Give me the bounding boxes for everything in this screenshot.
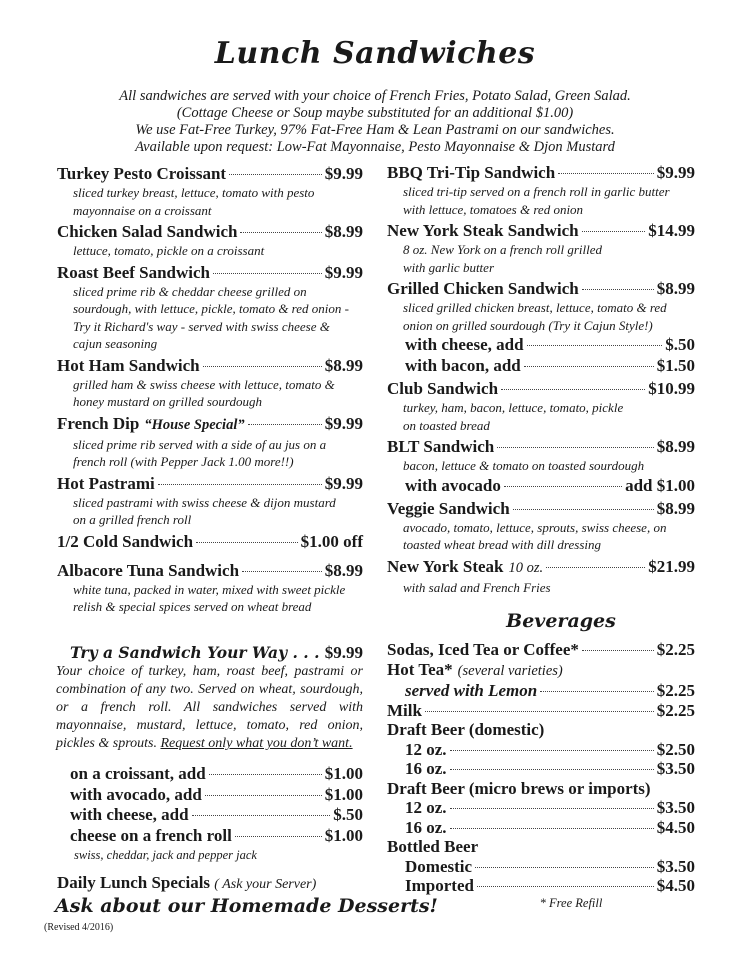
menu-row <box>57 163 363 184</box>
item-price: $.50 <box>665 335 695 354</box>
dot-leader <box>248 424 322 425</box>
item-name: Hot Ham Sandwich <box>57 355 200 375</box>
free-refill-note: * Free Refill <box>539 895 603 910</box>
item-price: $9.99 <box>324 473 363 493</box>
item-description: white tuna, packed in water, mixed with sweet pickle <box>73 581 346 597</box>
dot-leader <box>450 769 654 770</box>
item-name: Grilled Chicken Sandwich <box>387 279 579 298</box>
dot-leader <box>158 484 322 485</box>
dot-leader <box>540 691 654 692</box>
item-price: add $1.00 <box>625 475 695 495</box>
menu-row <box>57 355 363 376</box>
menu-row <box>387 876 695 896</box>
dot-leader <box>497 447 653 448</box>
item-name: Domestic <box>405 856 473 876</box>
item-name: 16 oz. <box>405 817 447 837</box>
menu-row <box>387 779 695 799</box>
item-price: $10.99 <box>648 379 695 398</box>
item-name: Roast Beef Sandwich <box>57 262 211 282</box>
menu-row <box>387 837 695 857</box>
daily-specials-note: ( Ask your Server) <box>214 877 317 892</box>
menu-row <box>387 378 695 399</box>
menu-row <box>387 701 695 721</box>
dot-leader <box>205 795 322 796</box>
dot-leader <box>513 509 654 510</box>
item-price: $2.25 <box>656 700 695 720</box>
menu-item <box>57 531 363 552</box>
menu-item <box>57 262 363 353</box>
cheese-options: swiss, cheddar, jack and pepper jack <box>74 848 257 862</box>
beverages-title: Beverages <box>506 610 616 632</box>
dot-leader <box>450 808 654 809</box>
dot-leader <box>235 836 322 837</box>
item-description: sliced prime rib served with a side of au jus on a <box>73 436 327 452</box>
dot-leader <box>582 289 654 290</box>
item-name: with bacon, add <box>405 356 521 375</box>
item-price: $2.50 <box>656 739 695 759</box>
item-name: Hot Tea* <box>387 659 453 679</box>
item-description: 8 oz. New York on a french roll grilled <box>403 242 602 257</box>
try-your-way-section <box>56 643 363 753</box>
menu-item <box>387 436 695 496</box>
dot-leader <box>477 886 654 887</box>
item-price: $3.50 <box>656 798 695 817</box>
try-your-way-title: Try a Sandwich Your Way . . . <box>70 643 320 662</box>
item-price: $8.99 <box>324 222 363 241</box>
item-price: $.50 <box>333 805 363 824</box>
dot-leader <box>450 828 654 829</box>
intro-line: All sandwiches are served with your choice of French Fries, Potato Salad, Green Salad. <box>119 88 631 104</box>
beverages-section <box>387 610 695 911</box>
item-description: sliced prime rib & cheddar cheese grilled on <box>73 283 307 299</box>
item-description: sliced turkey breast, lettuce, tomato with pesto <box>73 185 315 200</box>
item-price: $9.99 <box>324 164 363 183</box>
item-description: sliced tri-tip served on a french roll in garlic butter <box>403 184 670 199</box>
item-note: 10 oz. <box>508 559 544 576</box>
menu-item <box>57 355 363 411</box>
item-description: on toasted bread <box>403 417 490 433</box>
dot-leader <box>501 389 645 390</box>
dot-leader <box>213 273 322 274</box>
menu-item <box>57 163 363 219</box>
item-description: grilled ham & swiss cheese with lettuce, tomato & <box>73 376 335 392</box>
menu-item <box>387 220 695 276</box>
item-description: with salad and French Fries <box>403 579 551 595</box>
try-your-way-emphasis: Request only what you don’t want. <box>160 736 353 751</box>
menu-row <box>387 334 695 355</box>
item-description: onion on grilled sourdough (Try it Cajun Style!) <box>403 317 653 333</box>
item-name: New York Steak <box>387 556 504 576</box>
item-description: Try it Richard's way - served with swiss cheese & <box>73 318 330 334</box>
item-name: Chicken Salad Sandwich <box>57 222 238 241</box>
menu-row <box>57 262 363 283</box>
item-description: cajun seasoning <box>73 336 158 351</box>
item-description: sourdough, with lettuce, pickle, tomato & red onion - <box>73 301 349 316</box>
addons-list <box>70 764 363 863</box>
dot-leader <box>450 750 654 751</box>
right-sandwich-column <box>387 162 695 911</box>
revised-date: (Revised 4/2016) <box>44 922 114 933</box>
dot-leader <box>425 711 654 712</box>
item-name: BBQ Tri-Tip Sandwich <box>387 163 556 182</box>
dot-leader <box>475 867 654 868</box>
dot-leader <box>504 486 622 487</box>
item-price: $1.00 off <box>300 531 363 551</box>
item-name: 12 oz. <box>405 798 447 817</box>
menu-row <box>387 720 695 740</box>
item-name: Draft Beer (domestic) <box>387 720 545 739</box>
menu-row <box>70 805 363 826</box>
menu-row <box>387 355 695 376</box>
menu-item <box>387 278 695 376</box>
item-name: Bottled Beer <box>387 837 479 856</box>
dot-leader <box>192 815 331 816</box>
item-price: $9.99 <box>656 163 695 182</box>
menu-item <box>387 556 695 597</box>
menu-row <box>57 473 363 494</box>
menu-item <box>387 498 695 554</box>
dot-leader <box>582 231 646 232</box>
item-price: $1.50 <box>656 356 695 375</box>
dot-leader <box>203 366 322 367</box>
dot-leader <box>524 366 654 367</box>
menu-item <box>387 162 695 218</box>
item-name: Sodas, Iced Tea or Coffee* <box>387 640 579 659</box>
desserts-banner: Ask about our Homemade Desserts! <box>55 895 438 917</box>
dot-leader <box>196 542 298 543</box>
menu-row <box>387 660 695 682</box>
item-description: mayonnaise on a croissant <box>73 202 212 218</box>
item-description: honey mustard on grilled sourdough <box>73 394 262 409</box>
dot-leader <box>242 571 322 572</box>
item-price: $8.99 <box>324 355 363 375</box>
left-sandwich-column <box>57 163 363 618</box>
item-price: $8.99 <box>656 279 695 298</box>
item-price: $9.99 <box>324 413 363 433</box>
item-name: on a croissant, add <box>70 764 206 783</box>
item-description: sliced grilled chicken breast, lettuce, tomato & red <box>403 300 667 315</box>
menu-row <box>387 740 695 760</box>
intro-line: (Cottage Cheese or Soup maybe substituted for an additional $1.00) <box>176 105 574 121</box>
menu-item <box>57 221 363 260</box>
try-your-way-description <box>56 663 363 753</box>
dot-leader <box>209 774 322 775</box>
menu-row <box>387 556 695 579</box>
item-price: $4.50 <box>656 817 695 837</box>
item-price: $1.00 <box>324 825 363 845</box>
menu-title: Lunch Sandwiches <box>214 36 536 71</box>
intro-line: Available upon request: Low-Fat Mayonnaise, Pesto Mayonnaise & Djon Mustard <box>135 139 615 155</box>
menu-row <box>70 785 363 806</box>
item-description: avocado, tomato, lettuce, sprouts, swiss cheese, on <box>403 519 667 535</box>
menu-row <box>57 221 363 242</box>
item-name: BLT Sandwich <box>387 437 495 456</box>
item-name: 1/2 Cold Sandwich <box>57 531 194 551</box>
item-name: Veggie Sandwich <box>387 498 510 518</box>
item-price: $3.50 <box>656 856 695 876</box>
item-name: Milk <box>387 700 422 720</box>
menu-item <box>57 413 363 471</box>
item-name: Draft Beer (micro brews or imports) <box>387 778 651 798</box>
item-name: French Dip <box>57 413 140 433</box>
item-price: $1.00 <box>324 764 363 783</box>
menu-row <box>387 498 695 519</box>
intro-line: We use Fat-Free Turkey, 97% Fat-Free Ham & Lean Pastrami on our sandwiches. <box>135 122 615 138</box>
item-description: relish & special spices served on wheat bread <box>73 599 312 614</box>
item-description: sliced pastrami with swiss cheese & dijon mustard <box>73 494 336 510</box>
menu-row <box>70 826 363 847</box>
menu-row <box>57 531 363 552</box>
menu-row <box>387 818 695 838</box>
dot-leader <box>546 567 645 568</box>
item-description: toasted wheat bread with dill dressing <box>403 537 602 552</box>
menu-item <box>57 560 363 616</box>
item-name: Hot Pastrami <box>57 473 155 493</box>
item-description: on a grilled french roll <box>73 512 192 527</box>
item-name: Club Sandwich <box>387 379 499 398</box>
item-description: turkey, ham, bacon, lettuce, tomato, pickle <box>403 400 624 415</box>
menu-row <box>70 764 363 785</box>
item-name: 16 oz. <box>405 759 447 778</box>
daily-specials <box>57 873 316 893</box>
item-name: Albacore Tuna Sandwich <box>57 560 240 580</box>
item-description: with garlic butter <box>403 259 494 275</box>
item-name: Imported <box>405 876 474 895</box>
item-price: $2.25 <box>656 640 695 659</box>
item-description: french roll (with Pepper Jack 1.00 more!!) <box>73 454 294 469</box>
item-name: Turkey Pesto Croissant <box>57 164 227 183</box>
daily-specials-label: Daily Lunch Specials <box>57 873 211 892</box>
item-note: “House Special” <box>144 416 245 433</box>
menu-row <box>387 220 695 241</box>
menu-row <box>387 640 695 660</box>
menu-row <box>387 162 695 183</box>
menu-row <box>387 681 695 701</box>
dot-leader <box>229 174 322 175</box>
item-name: with cheese, add <box>405 335 524 354</box>
try-your-way-heading <box>70 643 363 663</box>
item-note: (several varieties) <box>457 662 563 679</box>
item-name: New York Steak Sandwich <box>387 221 579 240</box>
item-price: $8.99 <box>324 560 363 580</box>
item-price: $21.99 <box>648 556 695 576</box>
dot-leader <box>527 345 663 346</box>
item-description: bacon, lettuce & tomato on toasted sourdough <box>403 458 645 473</box>
item-price: $1.00 <box>324 784 363 804</box>
item-description: lettuce, tomato, pickle on a croissant <box>73 243 265 258</box>
item-description: with lettuce, tomatoes & red onion <box>403 201 584 217</box>
item-price: $8.99 <box>656 498 695 518</box>
menu-row <box>57 413 363 436</box>
menu-row <box>387 278 695 299</box>
menu-row <box>57 560 363 581</box>
item-name: cheese on a french roll <box>70 825 232 845</box>
item-name: 12 oz. <box>405 739 447 759</box>
menu-row <box>387 798 695 818</box>
menu-row <box>387 759 695 779</box>
item-name: with cheese, add <box>70 805 189 824</box>
dot-leader <box>582 650 654 651</box>
item-price: $2.25 <box>656 681 695 700</box>
item-name: served with Lemon <box>405 681 538 700</box>
dot-leader <box>558 173 654 174</box>
item-price: $14.99 <box>648 221 695 240</box>
item-price: $9.99 <box>324 262 363 282</box>
menu-row <box>387 857 695 877</box>
menu-row <box>387 436 695 457</box>
menu-item <box>387 378 695 434</box>
intro <box>0 88 750 156</box>
item-price: $4.50 <box>656 876 695 895</box>
try-your-way-text: Your choice of turkey, ham, roast beef, pastrami or combination of any two. Served on wheat, sourdough, or a french roll. All sandwiches served with mayonnaise, mustard, lettuce, tomato, red onion, pickles & sprouts. <box>56 664 363 751</box>
item-name: with avocado, add <box>70 784 202 804</box>
item-price: $8.99 <box>656 437 695 456</box>
menu-item <box>57 473 363 529</box>
try-your-way-price: $9.99 <box>324 643 363 662</box>
menu-row <box>387 475 695 496</box>
item-name: with avocado <box>405 475 501 495</box>
item-price: $3.50 <box>656 759 695 778</box>
dot-leader <box>240 232 321 233</box>
